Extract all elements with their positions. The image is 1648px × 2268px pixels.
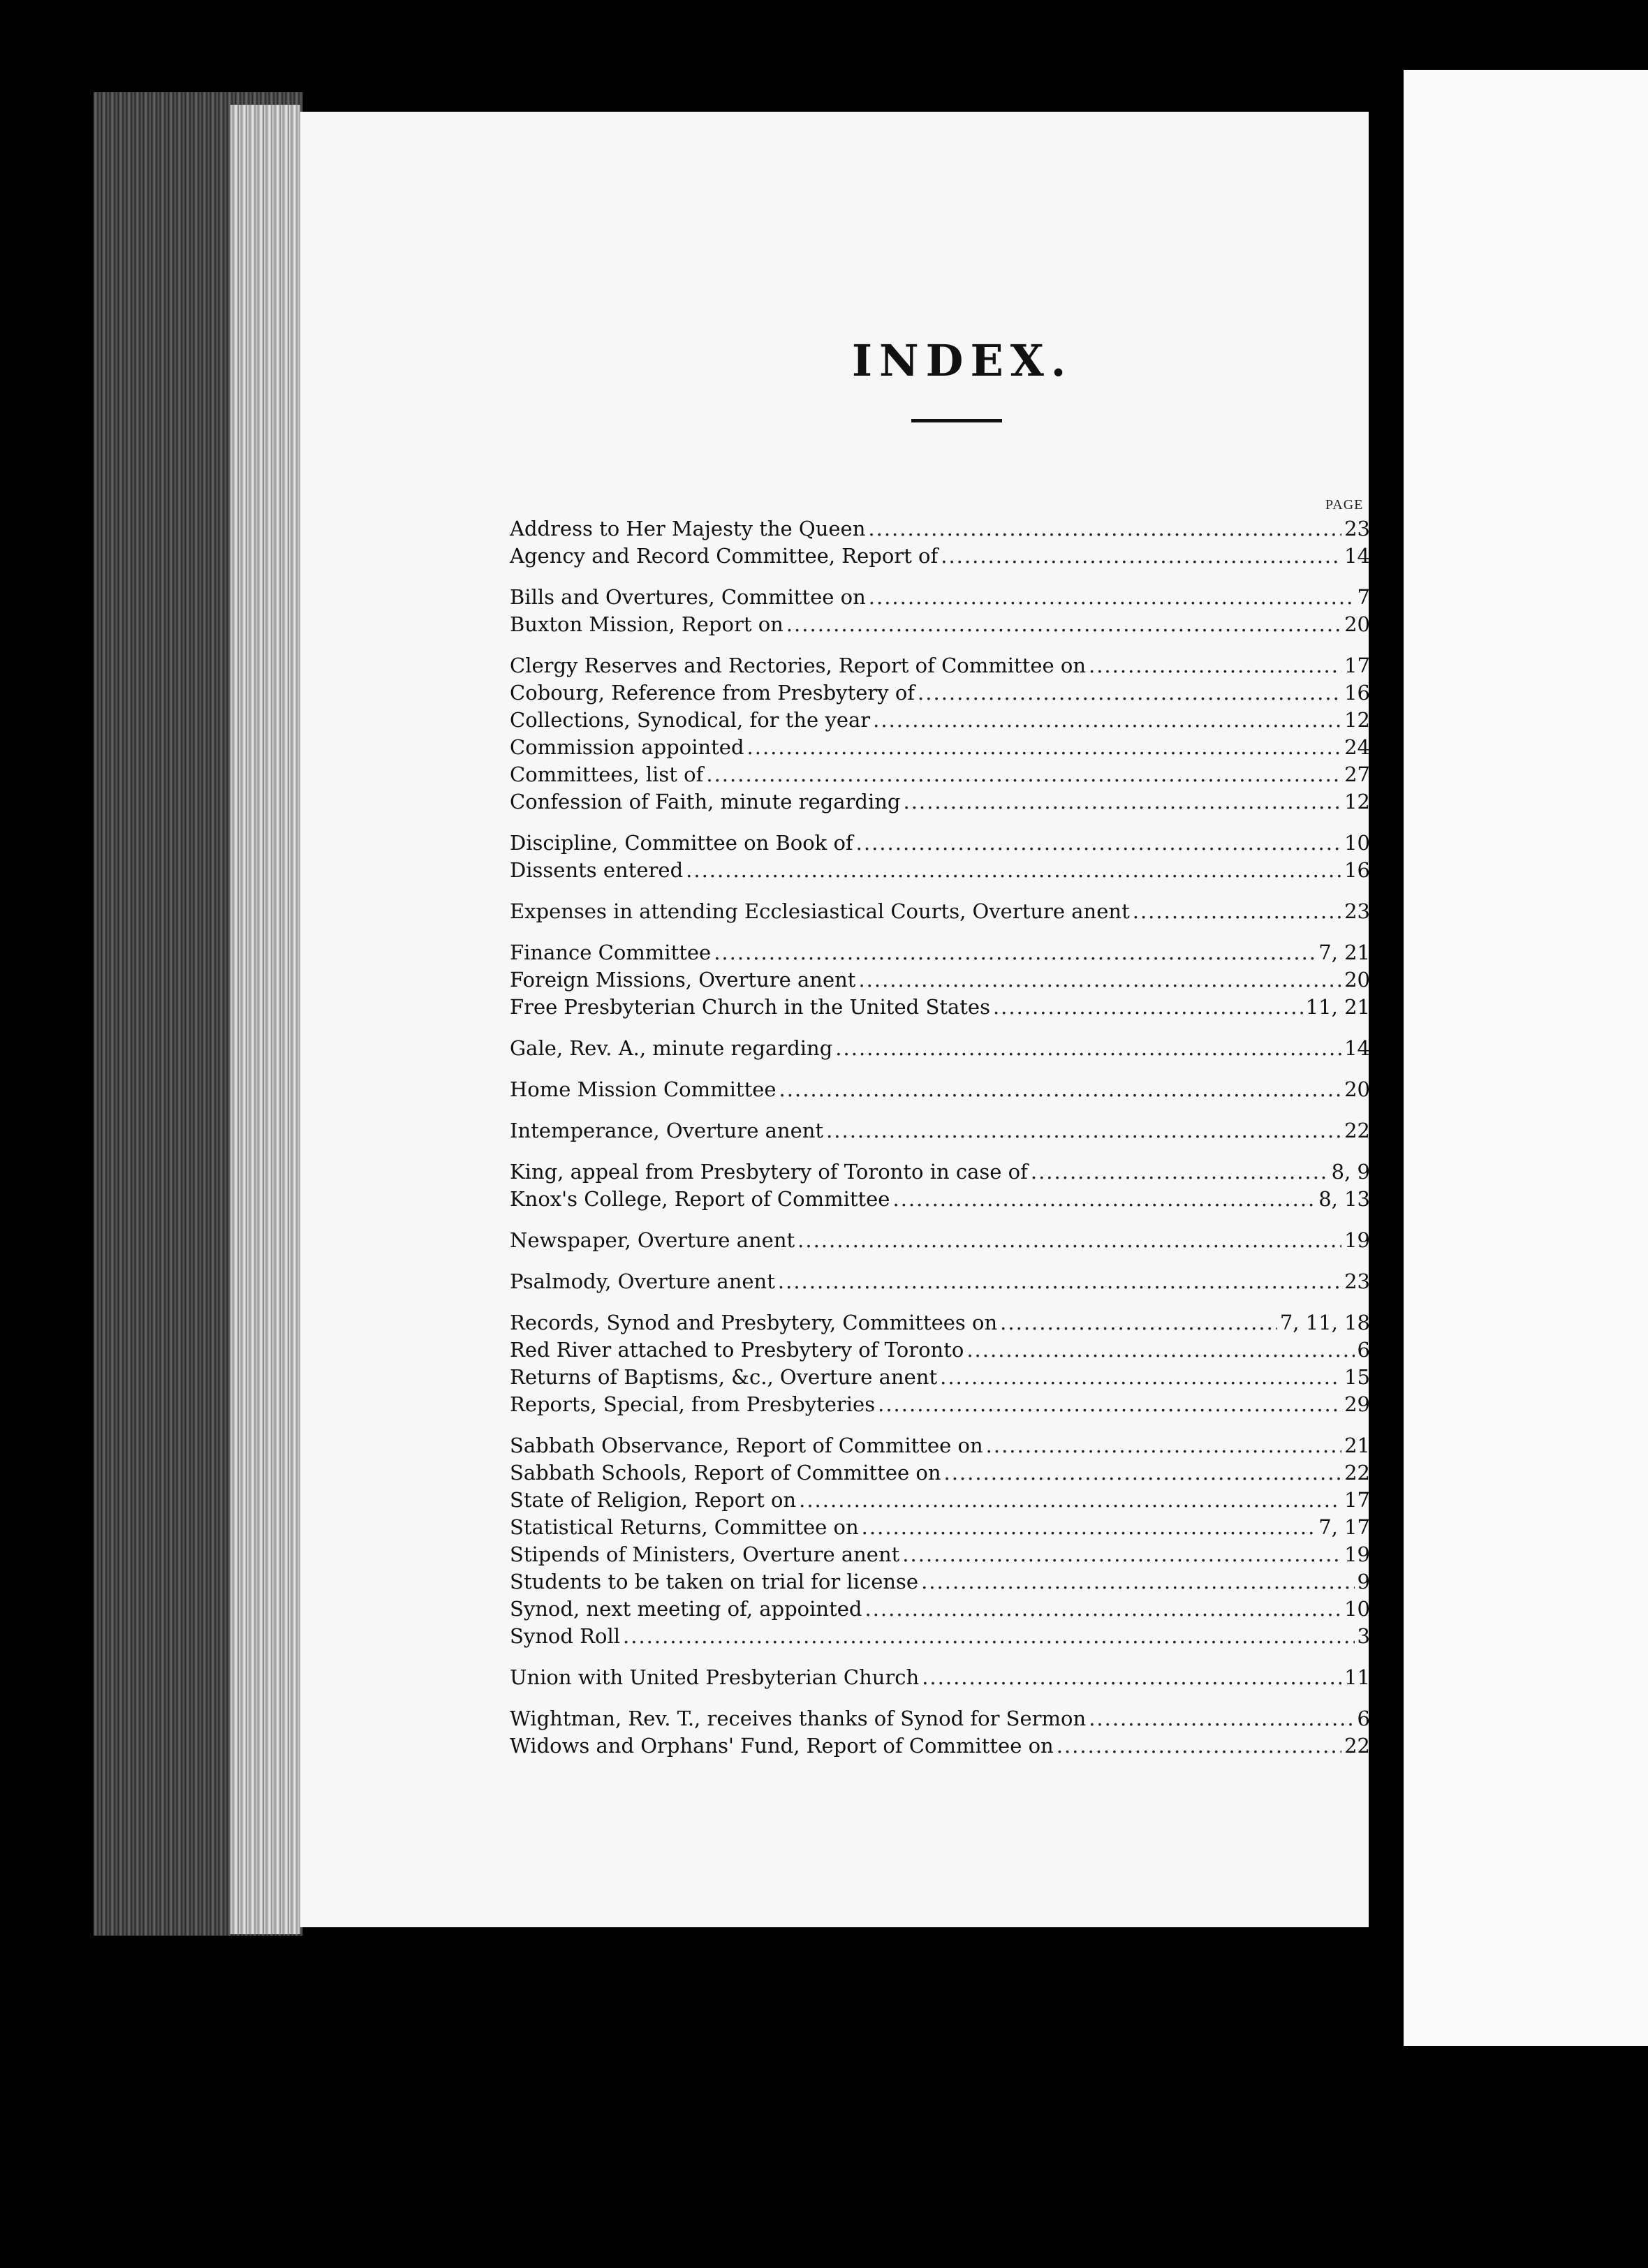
index-entry-pages: 10 — [1344, 1597, 1370, 1621]
dot-leader — [747, 735, 1342, 759]
index-entry-pages: 20 — [1344, 968, 1370, 992]
dot-leader — [623, 1624, 1355, 1648]
index-entry-text: Confession of Faith, minute regarding — [510, 790, 901, 813]
dot-leader — [922, 1665, 1341, 1689]
index-entry-pages: 22 — [1344, 1734, 1370, 1758]
index-entry-pages: 11 — [1344, 1665, 1370, 1689]
index-entry — [510, 517, 1370, 544]
index-entry — [510, 1488, 1370, 1515]
index-entry-text: Records, Synod and Presbytery, Committees on — [510, 1311, 998, 1334]
index-entry — [510, 1461, 1370, 1488]
index-entry-text: Cobourg, Reference from Presbytery of — [510, 681, 915, 705]
index-entry-text: Stipends of Ministers, Overture anent — [510, 1542, 900, 1566]
index-entry — [510, 995, 1370, 1022]
index-entry — [510, 1119, 1370, 1146]
index-entry-text: Agency and Record Committee, Report of — [510, 544, 939, 568]
index-entry-text: Red River attached to Presbytery of Toronto — [510, 1338, 964, 1362]
index-entry-text: Foreign Missions, Overture anent — [510, 968, 856, 992]
index-entry-text: Bills and Overtures, Committee on — [510, 585, 866, 609]
index-entry — [510, 1187, 1370, 1214]
index-entry-text: Returns of Baptisms, &c., Overture anent — [510, 1365, 938, 1389]
index-entry-pages: 20 — [1344, 612, 1370, 636]
dot-leader — [986, 1434, 1341, 1457]
index-entry — [510, 858, 1370, 885]
index-entry — [510, 1434, 1370, 1461]
index-entry-text: King, appeal from Presbytery of Toronto in case of — [510, 1160, 1028, 1184]
index-entry-pages: 29 — [1344, 1392, 1370, 1416]
dot-leader — [799, 1488, 1341, 1512]
dot-leader — [921, 1570, 1354, 1593]
dot-leader — [878, 1392, 1341, 1416]
index-title: INDEX. — [852, 335, 1073, 386]
index-entry — [510, 1624, 1370, 1651]
index-entry-pages: 17 — [1344, 1488, 1370, 1512]
index-entry-text: Sabbath Schools, Report of Committee on — [510, 1461, 941, 1485]
index-entry — [510, 941, 1370, 968]
index-entry-pages: 22 — [1344, 1119, 1370, 1142]
index-entry-text: Students to be taken on trial for license — [510, 1570, 919, 1593]
index-entry-pages: 7, 17 — [1318, 1515, 1370, 1539]
dot-leader — [873, 708, 1341, 732]
index-entry — [510, 1542, 1370, 1570]
index-entry — [510, 1160, 1370, 1187]
index-entry — [510, 735, 1370, 763]
index-entry-pages: 19 — [1344, 1228, 1370, 1252]
index-entry-pages: 23 — [1344, 1269, 1370, 1293]
index-entry-pages: 6 — [1357, 1707, 1370, 1730]
index-entry — [510, 1365, 1370, 1392]
dot-leader — [869, 585, 1355, 609]
dot-leader — [918, 681, 1341, 705]
dot-leader — [786, 612, 1341, 636]
dot-leader — [714, 941, 1316, 964]
facing-blank-page — [1404, 70, 1648, 2046]
index-entry — [510, 681, 1370, 708]
index-entry — [510, 899, 1370, 927]
index-entry-text: Intemperance, Overture anent — [510, 1119, 824, 1142]
index-entry — [510, 585, 1370, 612]
index-entry — [510, 763, 1370, 790]
dot-leader — [1057, 1734, 1341, 1758]
dot-leader — [944, 1461, 1342, 1485]
index-entry-pages: 16 — [1344, 681, 1370, 705]
dot-leader — [868, 517, 1341, 540]
dot-leader — [686, 858, 1341, 882]
dot-leader — [1031, 1160, 1329, 1184]
index-entry-pages: 24 — [1344, 735, 1370, 759]
index-entry — [510, 1570, 1370, 1597]
index-entry — [510, 968, 1370, 995]
index-entry-text: Clergy Reserves and Rectories, Report of Committee on — [510, 654, 1086, 677]
index-entry-text: Widows and Orphans' Fund, Report of Committee on — [510, 1734, 1054, 1758]
dot-leader — [779, 1077, 1342, 1101]
index-entry-text: Commission appointed — [510, 735, 744, 759]
index-entry-pages: 3 — [1357, 1624, 1370, 1648]
index-entry-pages: 21 — [1344, 1434, 1370, 1457]
index-entry-text: Committees, list of — [510, 763, 704, 786]
dot-leader — [993, 995, 1303, 1019]
index-entry-text: Newspaper, Overture anent — [510, 1228, 795, 1252]
bleed-through-text — [531, 230, 538, 258]
dot-leader — [904, 790, 1342, 813]
index-entry-pages: 14 — [1344, 544, 1370, 568]
index-entry — [510, 1311, 1370, 1338]
index-entry-pages: 23 — [1344, 899, 1370, 923]
index-entry — [510, 1734, 1370, 1761]
index-entry-text: Buxton Mission, Report on — [510, 612, 783, 636]
index-entry-pages: 7, 21 — [1318, 941, 1370, 964]
index-entry-pages: 9 — [1357, 1570, 1370, 1593]
index-entry-pages: 22 — [1344, 1461, 1370, 1485]
index-entry-text: Union with United Presbyterian Church — [510, 1665, 920, 1689]
index-entry-pages: 17 — [1344, 654, 1370, 677]
index-entry — [510, 1707, 1370, 1734]
index-entry-text: Wightman, Rev. T., receives thanks of Synod for Sermon — [510, 1707, 1087, 1730]
dot-leader — [778, 1269, 1341, 1293]
dot-leader — [835, 1036, 1341, 1060]
index-entry — [510, 1597, 1370, 1624]
index-entry-pages: 12 — [1344, 708, 1370, 732]
index-entry-text: Address to Her Majesty the Queen — [510, 517, 866, 540]
index-list — [510, 517, 1370, 1761]
index-entry — [510, 1338, 1370, 1365]
index-entry — [510, 790, 1370, 817]
book-page-edges-light — [230, 105, 300, 1934]
dot-leader — [1133, 899, 1341, 923]
index-entry-text: Expenses in attending Ecclesiastical Courts, Overture anent — [510, 899, 1130, 923]
index-entry — [510, 544, 1370, 571]
dot-leader — [966, 1338, 1354, 1362]
index-entry-text: Synod Roll — [510, 1624, 621, 1648]
index-entry — [510, 1515, 1370, 1542]
index-entry-text: Home Mission Committee — [510, 1077, 777, 1101]
dot-leader — [706, 763, 1341, 786]
index-entry-pages: 15 — [1344, 1365, 1370, 1389]
dot-leader — [1000, 1311, 1277, 1334]
index-entry-pages: 7 — [1357, 585, 1370, 609]
index-entry-pages: 7, 11, 18 — [1279, 1311, 1370, 1334]
index-entry-pages: 8, 13 — [1318, 1187, 1370, 1211]
dot-leader — [902, 1542, 1341, 1566]
index-entry-text: Dissents entered — [510, 858, 684, 882]
index-entry-pages: 10 — [1344, 831, 1370, 855]
index-entry-pages: 6 — [1357, 1338, 1370, 1362]
dot-leader — [856, 831, 1341, 855]
index-entry-text: Discipline, Committee on Book of — [510, 831, 853, 855]
index-entry — [510, 1392, 1370, 1420]
index-entry-pages: 8, 9 — [1331, 1160, 1370, 1184]
index-entry-pages: 27 — [1344, 763, 1370, 786]
dot-leader — [865, 1597, 1341, 1621]
index-entry — [510, 831, 1370, 858]
dot-leader — [892, 1187, 1316, 1211]
dot-leader — [941, 544, 1341, 568]
index-entry — [510, 1269, 1370, 1297]
dot-leader — [826, 1119, 1341, 1142]
index-entry-pages: 23 — [1344, 517, 1370, 540]
index-entry-pages: 11, 21 — [1305, 995, 1370, 1019]
index-entry-text: Statistical Returns, Committee on — [510, 1515, 859, 1539]
index-entry-pages: 14 — [1344, 1036, 1370, 1060]
index-entry-text: Sabbath Observance, Report of Committee on — [510, 1434, 983, 1457]
index-entry — [510, 1036, 1370, 1063]
index-entry — [510, 1228, 1370, 1256]
index-entry — [510, 1665, 1370, 1693]
index-entry-text: Synod, next meeting of, appointed — [510, 1597, 862, 1621]
index-entry-text: Knox's College, Report of Committee — [510, 1187, 890, 1211]
index-entry-pages: 20 — [1344, 1077, 1370, 1101]
index-entry-text: Reports, Special, from Presbyteries — [510, 1392, 876, 1416]
dot-leader — [940, 1365, 1341, 1389]
dot-leader — [1089, 654, 1341, 677]
index-entry-text: Psalmody, Overture anent — [510, 1269, 775, 1293]
index-entry — [510, 654, 1370, 681]
dot-leader — [797, 1228, 1341, 1252]
index-entry-pages: 12 — [1344, 790, 1370, 813]
index-entry — [510, 1077, 1370, 1105]
index-entry-text: Free Presbyterian Church in the United States — [510, 995, 990, 1019]
index-entry-text: Collections, Synodical, for the year — [510, 708, 871, 732]
title-rule — [911, 419, 1002, 422]
dot-leader — [1089, 1707, 1354, 1730]
index-entry-text: Gale, Rev. A., minute regarding — [510, 1036, 833, 1060]
index-entry — [510, 612, 1370, 640]
index-entry-text: State of Religion, Report on — [510, 1488, 797, 1512]
dot-leader — [862, 1515, 1316, 1539]
dot-leader — [858, 968, 1341, 992]
index-entry-text: Finance Committee — [510, 941, 712, 964]
index-entry-pages: 19 — [1344, 1542, 1370, 1566]
index-entry — [510, 708, 1370, 735]
page-column-label: PAGE — [1325, 497, 1364, 513]
index-entry-pages: 16 — [1344, 858, 1370, 882]
